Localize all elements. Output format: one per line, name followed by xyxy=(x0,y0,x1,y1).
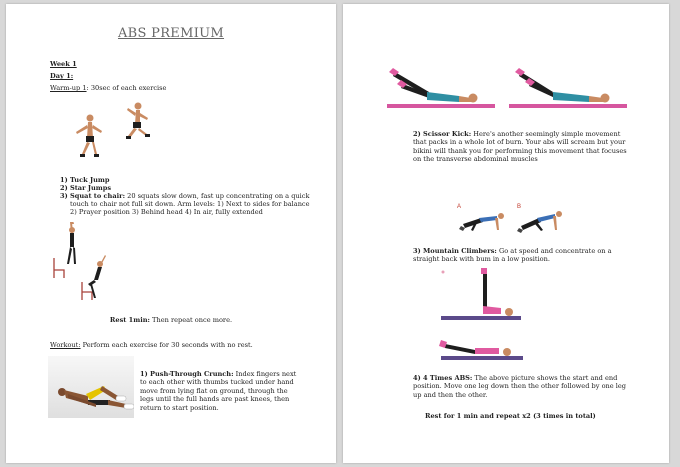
decor-dot xyxy=(442,271,445,274)
climber-label-b: B xyxy=(517,204,522,210)
document-page-right xyxy=(343,4,669,463)
scissor-kick-figure-1 xyxy=(387,68,495,108)
scissor-kick-description xyxy=(413,130,633,164)
four-times-abs-description xyxy=(413,374,635,399)
abs-figure-end xyxy=(439,340,523,360)
jumper-figure-2 xyxy=(126,103,150,140)
climbers-title: 3) Mountain Climbers: xyxy=(413,247,497,255)
squat-figure-standing xyxy=(67,222,76,264)
climber-figure-b xyxy=(517,211,562,233)
squat-text: 20 squats slow down, fast up concentrating on a quick xyxy=(125,192,310,200)
workout-label: Workout: xyxy=(50,341,81,349)
climbers-text: Go at speed and concentrate on a straight back with bum in a low position. xyxy=(413,247,612,264)
abs-figure-start xyxy=(441,268,521,320)
four-times-abs-image xyxy=(437,266,527,362)
climber-label-a: A xyxy=(457,204,462,210)
squat-title: 3) Squat to chair: xyxy=(60,192,126,200)
rest-text: Then repeat once more. xyxy=(149,316,233,324)
tuck-and-star-jump-image xyxy=(62,98,154,168)
push-through-crunch-description xyxy=(140,370,300,412)
jumper-figure-1 xyxy=(76,115,102,158)
rest-line xyxy=(6,316,336,324)
warmup-text: : 30sec of each exercise xyxy=(86,84,167,92)
document-page-left xyxy=(6,4,336,463)
crunch-title: 1) Push-Through Crunch: xyxy=(140,370,234,378)
workout-line xyxy=(50,341,253,349)
final-rest-instruction: Rest for 1 min and repeat x2 (3 times in total) xyxy=(425,412,596,420)
workout-text: Perform each exercise for 30 seconds with no rest. xyxy=(80,341,253,349)
mountain-climbers-image xyxy=(457,200,567,236)
squat-to-chair-image xyxy=(50,222,106,302)
warmup-label: Warm-up 1 xyxy=(50,84,87,92)
crunch-text: Index fingers next to each other with thumbs tucked under hand move from lying flat on ground, through the legs until the full hands are past knees, then return to start position. xyxy=(140,370,297,412)
day-heading: Day 1: xyxy=(50,72,74,80)
document-title: ABS PREMIUM xyxy=(117,26,225,41)
scissor-kick-figure-2 xyxy=(509,68,627,108)
climber-figure-a xyxy=(459,213,504,231)
mountain-climbers-description xyxy=(413,247,635,264)
rest-label: Rest 1min: xyxy=(109,316,150,324)
abs4-text: The above picture shows the start and end position. Move one leg down then the other followed by one leg up and then the other. xyxy=(413,374,627,399)
scissor-title: 2) Scissor Kick: xyxy=(413,130,472,138)
list-item-tuck-jump: 1) Tuck Jump xyxy=(60,176,110,184)
scissor-kick-image xyxy=(385,66,631,112)
squat-text-line2: touch to chair not full sit down. Arm levels: 1) Next to sides for balance xyxy=(70,200,310,208)
squat-text-line3: 2) Prayer position 3) Behind head 4) In air, fully extended xyxy=(70,208,263,216)
week-heading: Week 1 xyxy=(50,60,77,68)
warmup-line xyxy=(50,84,166,92)
list-item-star-jumps: 2) Star Jumps xyxy=(60,184,112,192)
abs4-title: 4) 4 Times ABS: xyxy=(413,374,473,382)
chair-1 xyxy=(54,258,64,278)
push-through-crunch-image xyxy=(48,356,134,418)
scissor-text: Here's another seemingly simple movement that packs in a whole lot of burn. Your abs will scream but your bikini will thank you for performing this movement that focuses on the transverse abdominal muscles xyxy=(413,130,627,164)
